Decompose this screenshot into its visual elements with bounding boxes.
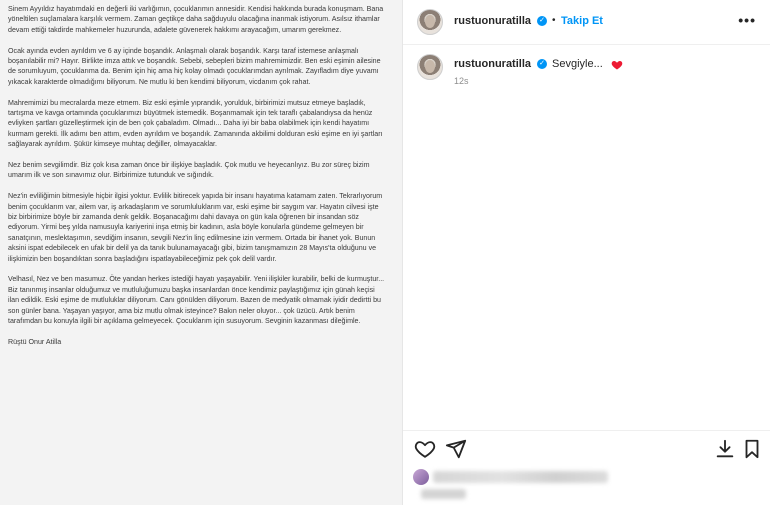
- heart-outline-icon[interactable]: [414, 438, 436, 460]
- statement-signature: Rüştü Onur Atilla: [8, 337, 62, 346]
- header-separator: •: [552, 15, 556, 26]
- caption-username[interactable]: rustuonuratilla: [454, 58, 532, 70]
- actions-divider: [403, 430, 770, 431]
- verified-badge-icon: ✓: [537, 16, 547, 26]
- author-avatar[interactable]: [417, 9, 443, 35]
- caption-text: Sevgiyle...: [552, 58, 603, 70]
- bookmark-icon[interactable]: [741, 438, 763, 460]
- paper-plane-icon[interactable]: [445, 438, 467, 460]
- statement-paragraph: Nez'in evliliğimin bitmesiyle hiçbir ilgisi yoktur. Evlilik bitirecek yapıda bir insanı hayatıma katamam zaten. Tekrarlıyorum benim çocuklarım var, ailem var, iş arkadaşlarım ve sorumluluklarım var, eski eşime bir saygım var. Hayatın cilvesi işte biz birbirimize böyle bir zamanda denk geldik. Boşanacağımı dahi davaya on gün kala öğrenen bir insandan söz ediyorum. Yirmi beş yılda namusuyla kariyerini inşa etmiş bir kadının, asla böyle konularla gündeme gelmeyen bir sanatçının, meslektaşımın, sevdiğim insanın, sevgili Nez'in linç edilmesine izin vermem. Ortada bir ihanet yok. Bunun aksini ispat edebilecek en ufak bir delil ya da tanık bulunamayacağı gibi, bizim tanışmamızın 28 Mayıs'ta olduğunu ve ilişkimizin ben boşandıktan sonra başladığını ispatlayabileceğimiz pek çok delil vardır.: [8, 192, 383, 263]
- follow-button[interactable]: Takip Et: [561, 15, 603, 27]
- heart-emoji-icon: [611, 59, 623, 71]
- post-header: [403, 0, 770, 44]
- header-divider: [403, 44, 770, 45]
- statement-paragraph: Nez benim sevgilimdir. Biz çok kısa zaman önce bir ilişkiye başladık. Çok mutlu ve heyecanlıyız. Bu zor süreç bizim umarım ilk ve son sınavımız olur. Birbirimize tutunduk ve sığındık.: [8, 161, 370, 180]
- post-side-panel: [403, 0, 770, 505]
- download-icon[interactable]: [714, 438, 736, 460]
- statement-paragraph: Velhasıl, Nez ve ben masumuz. Öte yandan herkes istediği hayatı yaşayabilir. Yeni ilişkiler kurabilir, belki de kurmuştur... Biz tanınmış insanlar olduğumuz ve mutluluğumuzu başka insanlardan önce kendimiz paylaştığımız için günah keçisi ilan edildik. Eski eşime de mutluluklar diliyorum. Canı gönülden diliyorum. Bazen de medyatik olmamak iyidir dedirtti bu son günler bana. Yaşayan yaşıyor, ama biz mutlu olmak isteyince? Bakın neler oluyor... çok üzücü. Artık benim tarafımdan bu konuyla ilgili bir açıklama gelmeyecek. Çocuklarım için susuyorum. Sevginin kazanması dileğimle.: [8, 275, 385, 326]
- statement-paragraph: Sinem Ayyıldız hayatımdaki en değerli iki varlığımın, çocuklarımın annesidir. Kendisi hakkında burada konuşmam. Bana yöneltilen suçlamalara karşılık vermem. Zaman geçtikçe daha sağduyulu olacağına inanmak istiyorum. Asılsız ithamlar devam ettiği takdirde mahkemeler huzurunda, adalete güvenerek hakkımı arayacağım, umarım gerekmez.: [8, 5, 384, 34]
- verified-badge-icon: ✓: [537, 59, 547, 69]
- statement-text: [8, 4, 386, 347]
- likes-summary-blurred: [433, 471, 608, 483]
- statement-paragraph: Mahremimizi bu mecralarda meze etmem. Biz eski eşimle yıprandık, yorulduk, birbirimizi mutsuz etmeye başladık, tartışma ve kavga ortamında çocuklarımızı büyütmek istemedik. Boşanmamak için tek taraflı çabalandıysa da henüz evliyken şartları güzelleştirmek için de ben çok çabaladım. Olmadı... Daha iyi bir baba olabilmek için kendi hayatımı kurmam gerekti. İlk adımı ben attım, evden ayrıldım ve boşandık. Zamanında akbilimi dolduran eski eşime en iyi şartları sağlayarak ayrıldım. Şükür kimseye muhtaç değiller, olmayacaklar.: [8, 98, 383, 149]
- caption-avatar[interactable]: [417, 54, 443, 80]
- statement-paragraph: Ocak ayında evden ayrıldım ve 6 ay içinde boşandık. Anlaşmalı olarak boşandık. Karşı taraf istemese anlaşmalı boşanılabilir mi? Hayır. Birlikte imza attık ve boşandık. Sebebi, sebepleri bizim mahremimizdir. Ben eski eşimin ailesine de sorumluyum, çocuklarıma da. Benim için hiç ama hiç kolay olmadı çocuklarımdan ayrılmak. Zayıfladım diye yuvamı yıkacak karakterde olmadığımı biliyorum. Ne mutlu ki ben kendimi biliyorum, vicdanım çok rahat.: [8, 46, 381, 86]
- likes-avatar[interactable]: [413, 469, 429, 485]
- likes-detail-blurred: [421, 489, 466, 499]
- more-options-icon[interactable]: •••: [738, 12, 756, 28]
- author-username[interactable]: rustuonuratilla: [454, 15, 532, 27]
- caption-timestamp: 12s: [454, 76, 469, 86]
